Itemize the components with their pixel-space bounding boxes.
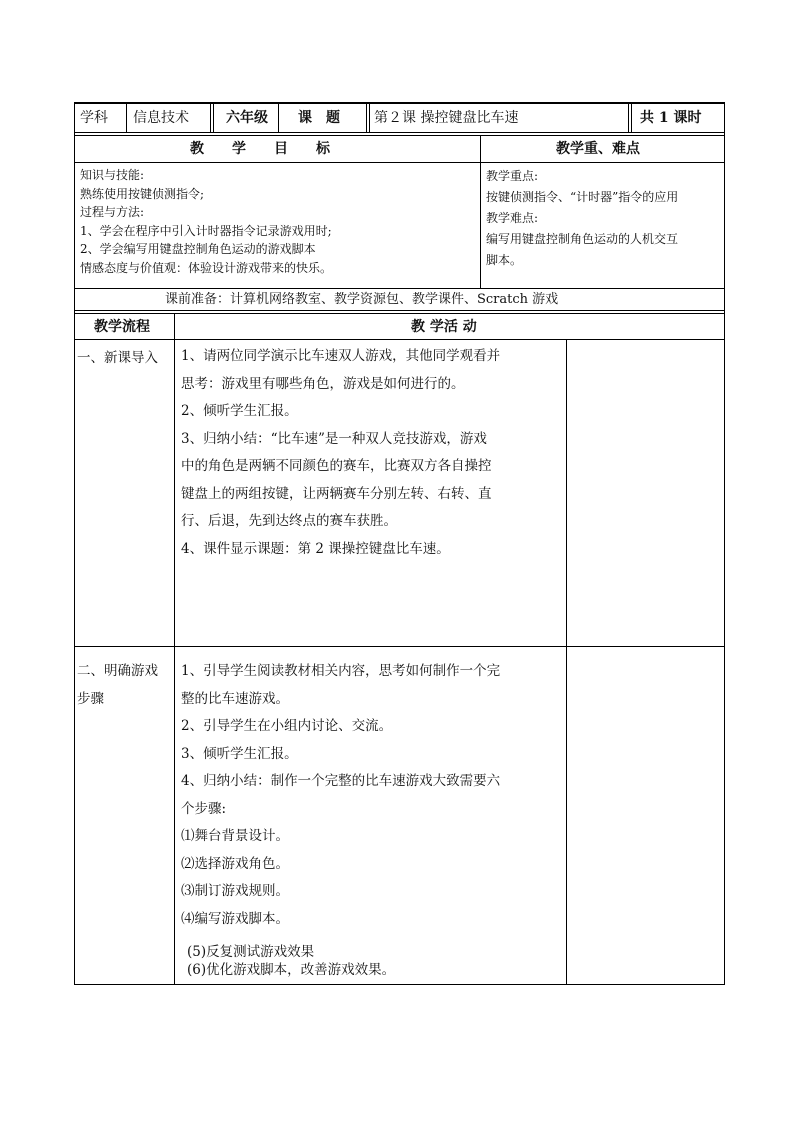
section-step-label: 一、新课导入 <box>77 350 158 366</box>
divider <box>74 646 725 647</box>
activity-line: 中的角色是两辆不同颜色的赛车，比赛双方各自操控 <box>181 458 492 474</box>
step-line: 二、明确游戏 <box>77 663 158 679</box>
activity-header: 教 学活 动 <box>411 319 477 335</box>
hours-value: 共 1 课时 <box>640 110 702 126</box>
objectives-line: 2、学会编写用键盘控制角色运动的游戏脚本 <box>80 242 316 256</box>
activity-line: 3、归纳小结：“比车速”是一种双人竞技游戏，游戏 <box>181 430 487 447</box>
activity-line: 2、引导学生在小组内讨论、交流。 <box>181 718 393 734</box>
flow-header: 教学流程 <box>94 319 150 335</box>
divider <box>126 102 127 133</box>
key-points-title: 教学重、难点 <box>556 141 640 157</box>
divider <box>278 102 279 133</box>
activity-line: 3、倾听学生汇报。 <box>181 745 298 762</box>
key-points-line: 教学重点: <box>486 169 539 183</box>
divider <box>74 162 725 163</box>
divider <box>210 102 211 133</box>
section-activity <box>181 343 500 563</box>
divider <box>369 102 370 133</box>
divider <box>628 102 629 133</box>
objectives-line: 情感态度与价值观：体验设计游戏带来的快乐。 <box>80 260 333 275</box>
table-border-right <box>724 102 725 985</box>
section-step-label <box>77 658 158 713</box>
divider <box>74 288 725 289</box>
activity-line: 4、课件显示课题：第 2 课操控键盘比车速。 <box>181 540 450 557</box>
table-border-left <box>74 102 75 985</box>
activity-line: 1、引导学生阅读教材相关内容，思考如何制作一个完 <box>181 663 501 679</box>
objectives-title: 教学目标 <box>190 141 358 157</box>
activity-line: (5)反复测试游戏效果 <box>187 944 315 960</box>
objectives-line: 熟练使用按键侦测指令; <box>80 186 205 201</box>
divider <box>631 102 632 133</box>
key-points-line: 教学难点: <box>486 211 539 225</box>
activity-line: 4、归纳小结：制作一个完整的比车速游戏大致需要六 <box>181 773 501 789</box>
divider <box>74 135 725 136</box>
activity-line: ⑵选择游戏角色。 <box>181 855 289 872</box>
divider <box>74 313 725 314</box>
key-points-line: 脚本。 <box>486 253 523 267</box>
divider <box>566 339 567 985</box>
key-points-content <box>486 166 678 271</box>
divider <box>366 102 367 133</box>
activity-line: (6)优化游戏脚本，改善游戏效果。 <box>187 962 396 978</box>
objectives-content <box>80 166 332 277</box>
objectives-line: 1、学会在程序中引入计时器指令记录游戏用时; <box>80 223 332 238</box>
grade-value: 六年级 <box>226 110 268 126</box>
objectives-line: 知识与技能: <box>80 168 145 182</box>
key-points-line: 编写用键盘控制角色运动的人机交互 <box>486 232 679 246</box>
activity-line: ⑷编写游戏脚本。 <box>181 910 289 927</box>
activity-line: 键盘上的两组按键，让两辆赛车分别左转、右转、直 <box>181 485 492 502</box>
topic-value: 第２课 操控键盘比车速 <box>374 110 519 126</box>
divider <box>213 102 214 133</box>
divider <box>74 310 725 311</box>
subject-value: 信息技术 <box>133 110 189 126</box>
activity-line: 2、倾听学生汇报。 <box>181 403 298 419</box>
activity-line: ⑴舞台背景设计。 <box>181 828 289 844</box>
activity-line: 1、请两位同学演示比车速双人游戏，其他同学观看并 <box>181 348 501 364</box>
section-activity <box>181 658 500 933</box>
preparation-text: 课前准备：计算机网络教室、教学资源包、教学课件、Scratch 游戏 <box>165 292 559 307</box>
activity-line: ⑶制订游戏规则。 <box>181 883 289 899</box>
divider <box>480 135 481 289</box>
topic-label: 课 题 <box>298 110 340 126</box>
activity-line: 行、后退，先到达终点的赛车获胜。 <box>181 513 397 529</box>
step-line: 步骤 <box>77 690 104 707</box>
activity-line: 整的比车速游戏。 <box>181 690 289 707</box>
divider <box>174 313 175 985</box>
table-border-bottom <box>74 984 725 985</box>
activity-line: 思考：游戏里有哪些角色，游戏是如何进行的。 <box>181 375 465 392</box>
objectives-line: 过程与方法: <box>80 205 145 219</box>
key-points-line: 按键侦测指令、“计时器”指令的应用 <box>486 190 679 204</box>
divider <box>74 339 725 340</box>
activity-line: 个步骤: <box>181 800 227 817</box>
subject-label: 学科 <box>80 110 108 126</box>
